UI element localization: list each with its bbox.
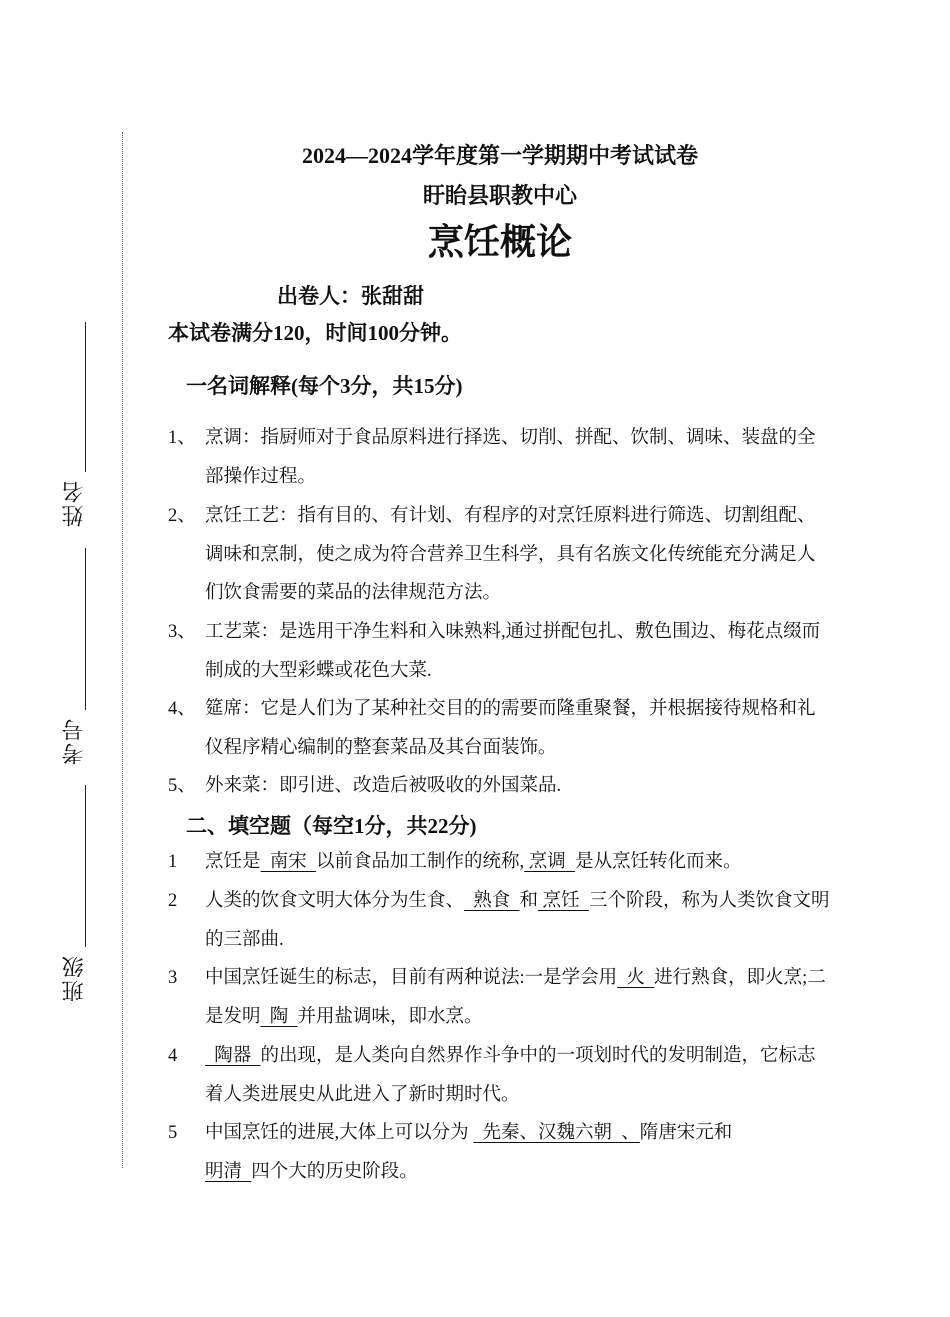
item-number: 5、: [168, 776, 196, 796]
answer-blank: 火: [617, 968, 655, 988]
class-rule: [85, 785, 86, 947]
item-number: 4、: [168, 699, 196, 719]
definition-item: [168, 613, 833, 690]
exam-number-label: 考号: [61, 717, 86, 765]
question-segment: 和: [519, 891, 539, 911]
item-number: 5: [168, 1123, 178, 1143]
fill-blank-item: [168, 1037, 833, 1114]
definition-text: 外来菜：即引进、改造后被吸收的外国菜品.: [205, 776, 562, 796]
item-number: 1: [168, 852, 178, 872]
question-text: [205, 843, 833, 882]
exam-info: 本试卷满分120，时间100分钟。: [168, 321, 462, 345]
item-number: 2: [168, 891, 178, 911]
question-segment: 中国烹饪的进展,大体上可以分为: [205, 1123, 474, 1143]
answer-blank: 先秦、汉魏六朝 、: [473, 1123, 640, 1143]
question-segment: 以前食品加工制作的统称,: [316, 852, 525, 872]
answer-blank: 烹饪: [538, 891, 589, 911]
question-segment: 人类的饮食文明大体分为生食、: [205, 891, 465, 911]
item-number: 3、: [168, 622, 196, 642]
class-label: 班级: [61, 954, 86, 1002]
exam-number-rule: [85, 548, 86, 710]
question-segment: 烹饪是: [205, 852, 261, 872]
question-segment: 并用盐调味，即水烹。: [297, 1006, 483, 1027]
question-segment: 是从烹饪转化而来。: [575, 852, 742, 872]
class-field: [58, 785, 98, 1010]
name-label: 姓名: [61, 479, 86, 527]
school-name: 盱眙县职教中心: [422, 183, 577, 208]
item-number: 3: [168, 968, 178, 988]
name-rule: [85, 322, 86, 472]
binding-dotted-line: [122, 132, 123, 1168]
question-text: [205, 882, 833, 959]
question-text: [205, 959, 833, 1036]
answer-blank: 烹调: [524, 852, 576, 872]
item-number: 4: [168, 1046, 178, 1066]
exam-number-field: [58, 548, 98, 768]
item-number: 1、: [168, 428, 196, 448]
question-text: [205, 1114, 833, 1191]
question-segment: 进行熟食，即火烹;二是发明: [205, 968, 826, 1027]
question-segment: 隋唐宋元和: [639, 1123, 733, 1143]
fill-blank-item: [168, 843, 833, 882]
definition-item: [168, 767, 833, 806]
name-field: [58, 322, 98, 530]
definition-text: 烹饪工艺：指有目的、有计划、有程序的对烹饪原料进行筛选、切割组配、调味和烹制，使之成为符合营养卫生科学，具有名族文化传统能充分满足人们饮食需要的菜品的法律规范方法。: [205, 506, 816, 603]
definition-text: 烹调：指厨师对于食品原料进行择选、切削、拼配、饮制、调味、装盘的全部操作过程。: [205, 428, 816, 487]
answer-blank: 南宋: [260, 852, 317, 872]
fill-blank-item: [168, 1114, 833, 1191]
author-line: 出卷人：张甜甜: [277, 284, 424, 308]
definition-item: [168, 690, 833, 767]
question-segment: 的出现，是人类向自然界作斗争中的一项划时代的发明制造，它标志着人类进展史从此进入了新时期时代。: [205, 1046, 816, 1105]
section-1-title: 一名词解释(每个3分，共15分): [186, 374, 463, 398]
answer-blank: 熟食: [464, 891, 520, 911]
answer-blank: 陶: [260, 1006, 298, 1027]
answer-blank: 陶器: [205, 1046, 261, 1066]
definition-text: 筵席：它是人们为了某种社交目的的需要而隆重聚餐，并根据接待规格和礼仪程序精心编制的整套菜品及其台面装饰。: [205, 699, 816, 758]
question-text: [205, 1037, 833, 1114]
section-2-title: 二、填空题（每空1分，共22分): [186, 814, 477, 838]
exam-title: 2024—2024学年度第一学期期中考试试卷: [301, 143, 698, 168]
definition-item: [168, 497, 833, 613]
question-segment: 三个阶段，称为人类饮食文明的三部曲.: [205, 891, 830, 950]
question-segment: 中国烹饪诞生的标志，目前有两种说法:一是学会用: [205, 968, 618, 988]
subject-title: 烹饪概论: [427, 222, 572, 263]
fill-blank-item: [168, 959, 833, 1036]
fill-blank-item: [168, 882, 833, 959]
question-segment: 四个大的历史阶段。: [251, 1161, 418, 1182]
definition-text: 工艺菜：是选用干净生料和入味熟料,通过拼配包扎、敷色围边、梅花点缀而制成的大型彩蝶或花色大菜.: [205, 622, 821, 681]
definition-item: [168, 419, 833, 496]
item-number: 2、: [168, 506, 196, 526]
answer-blank: 明清: [205, 1161, 252, 1182]
